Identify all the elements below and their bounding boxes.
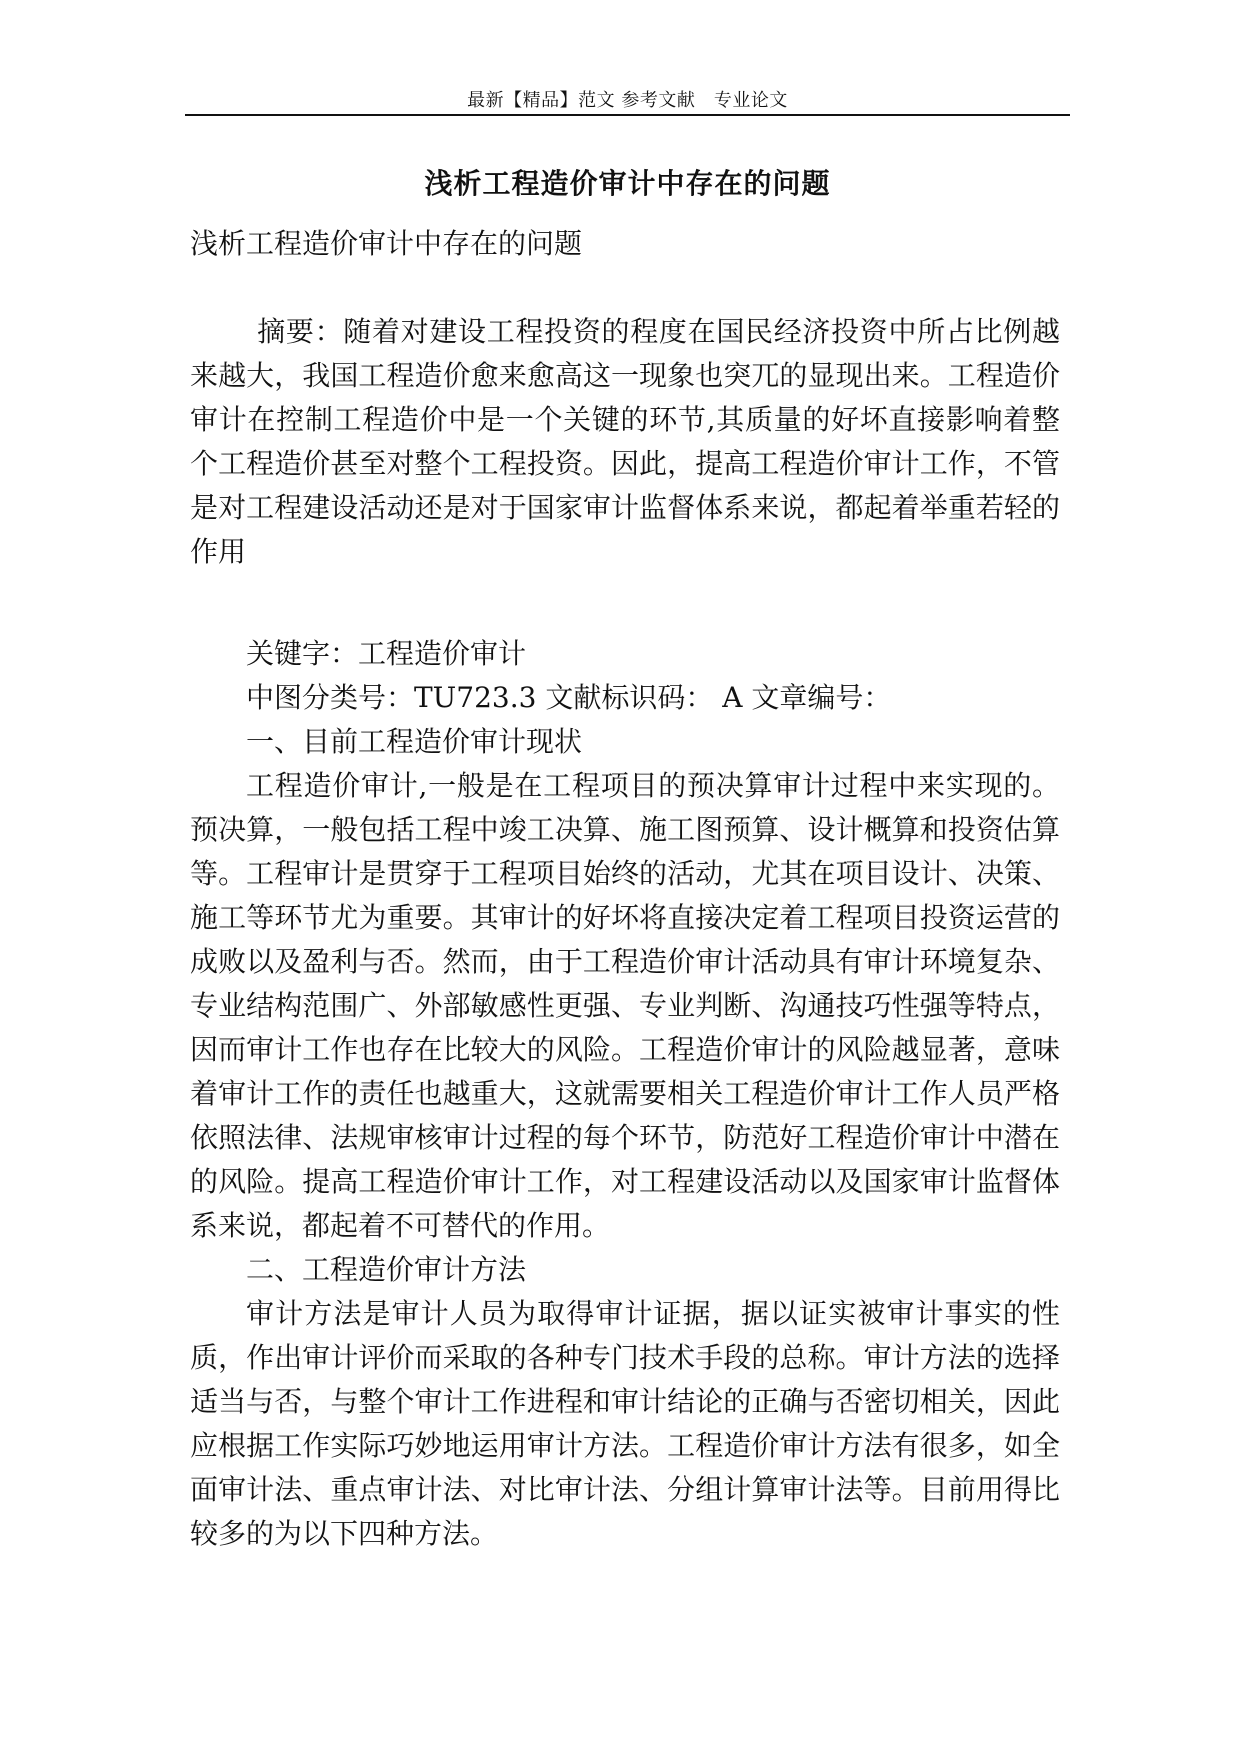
abstract-paragraph: 摘要：随着对建设工程投资的程度在国民经济投资中所占比例越来越大，我国工程造价愈来愈高这一现象也突兀的显现出来。工程造价审计在控制工程造价中是一个关键的环节,其质量的好坏直接影响着整个工程造价甚至对整个工程投资。因此，提高工程造价审计工作，不管是对工程建设活动还是对于国家审计监督体系来说，都起着举重若轻的作用 [190, 315, 1060, 568]
spacer [190, 266, 1060, 310]
section-heading-1: 一、目前工程造价审计现状 [246, 725, 583, 758]
section-paragraph-1: 工程造价审计,一般是在工程项目的预决算审计过程中来实现的。预决算，一般包括工程中竣工决算、施工图预算、设计概算和投资估算等。工程审计是贯穿于工程项目始终的活动，尤其在项目设计、决策、施工等环节尤为重要。其审计的好坏将直接决定着工程项目投资运营的成败以及盈利与否。然而，由于工程造价审计活动具有审计环境复杂、专业结构范围广、外部敏感性更强、专业判断、沟通技巧性强等特点，因而审计工作也存在比较大的风险。工程造价审计的风险越显著，意味着审计工作的责任也越重大，这就需要相关工程造价审计工作人员严格依照法律、法规审核审计过程的每个环节，防范好工程造价审计中潜在的风险。提高工程造价审计工作，对工程建设活动以及国家审计监督体系来说，都起着不可替代的作用。 [190, 769, 1060, 1242]
document-body [190, 222, 1060, 1556]
keywords-line: 关键字：工程造价审计 [246, 637, 527, 670]
section-paragraph-2: 审计方法是审计人员为取得审计证据，据以证实被审计事实的性质，作出审计评价而采取的各种专门技术手段的总称。审计方法的选择适当与否，与整个审计工作进程和审计结论的正确与否密切相关，因此应根据工作实际巧妙地运用审计方法。工程造价审计方法有很多，如全面审计法、重点审计法、对比审计法、分组计算审计法等。目前用得比较多的为以下四种方法。 [190, 1297, 1060, 1550]
section-heading-2: 二、工程造价审计方法 [246, 1253, 527, 1286]
document-subtitle: 浅析工程造价审计中存在的问题 [190, 227, 583, 260]
spacer [190, 574, 1060, 632]
header-divider [185, 114, 1070, 116]
classification-line: 中图分类号：TU723.3 文献标识码： A 文章编号： [246, 681, 892, 714]
document-title: 浅析工程造价审计中存在的问题 [424, 167, 831, 200]
running-header: 最新【精品】范文 参考文献 专业论文 [467, 90, 788, 111]
